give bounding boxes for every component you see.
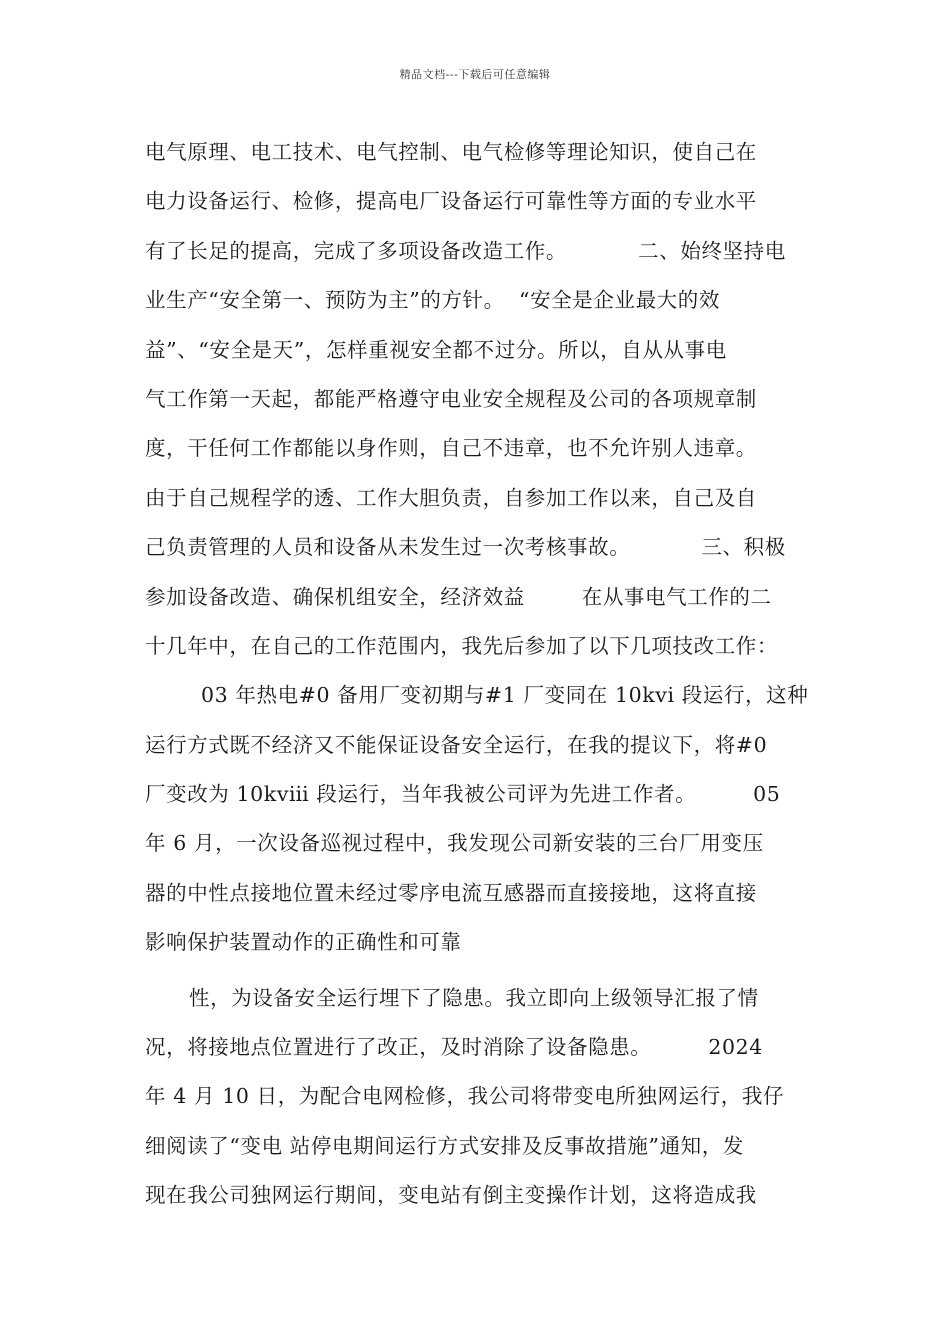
- text-line: 度，干任何工作都能以身作则，自己不违章，也不允许别人违章。: [145, 436, 757, 461]
- document-body: [145, 132, 825, 1225]
- text-line: 有了长足的提高，完成了多项设备改造工作。 二、始终坚持电: [145, 238, 786, 263]
- text-line: 影响保护装置动作的正确性和可靠: [145, 930, 462, 955]
- text-line: 运行方式既不经济又不能保证设备安全运行，在我的提议下，将#0: [145, 732, 768, 757]
- text-line: 电气原理、电工技术、电气控制、电气检修等理论知识，使自己在: [145, 140, 757, 164]
- text-line: 器的中性点接地位置未经过零序电流互感器而直接接地，这将直接: [145, 880, 757, 905]
- text-line: 参加设备改造、确保机组安全，经济效益 在从事电气工作的二: [145, 584, 772, 609]
- text-line: 气工作第一天起，都能严格遵守电业安全规程及公司的各项规章制: [145, 386, 757, 411]
- paragraph-start-line: 03 年热电#0 备用厂变初期与#1 厂变同在 10kvⅰ 段运行，这种: [201, 683, 809, 708]
- text-line: 益”、“安全是天”，怎样重视安全都不过分。所以，自从从事电: [145, 337, 727, 362]
- text-line: 年 4 月 10 日，为配合电网检修，我公司将带变电所独网运行，我仔: [145, 1084, 785, 1109]
- text-line: 由于自己规程学的透、工作大胆负责，自参加工作以来，自己及自: [145, 485, 757, 510]
- text-line: 厂变改为 10kvⅲ 段运行，当年我被公司评为先进工作者。 05: [145, 782, 781, 807]
- text-line: 况，将接地点位置进行了改正，及时消除了设备隐患。 2024: [145, 1035, 763, 1060]
- text-line: 己负责管理的人员和设备从未发生过一次考核事故。 三、积极: [145, 535, 786, 560]
- text-line: 细阅读了“变电 站停电期间运行方式安排及反事故措施”通知，发: [145, 1133, 744, 1158]
- text-line: 电力设备运行、检修，提高电厂设备运行可靠性等方面的专业水平: [145, 189, 757, 214]
- text-line: 业生产“安全第一、预防为主”的方针。 “安全是企业最大的效: [145, 288, 720, 313]
- text-line: 年 6 月，一次设备巡视过程中，我发现公司新安装的三台厂用变压: [145, 831, 764, 856]
- text-line: 十几年中，在自己的工作范围内，我先后参加了以下几项技改工作：: [145, 633, 778, 658]
- page-header: 精品文档---下载后可任意编辑: [399, 68, 551, 81]
- text-line: 现在我公司独网运行期间，变电站有倒主变操作计划，这将造成我: [145, 1183, 757, 1208]
- paragraph-start-line: 性，为设备安全运行埋下了隐患。我立即向上级领导汇报了情: [189, 985, 759, 1010]
